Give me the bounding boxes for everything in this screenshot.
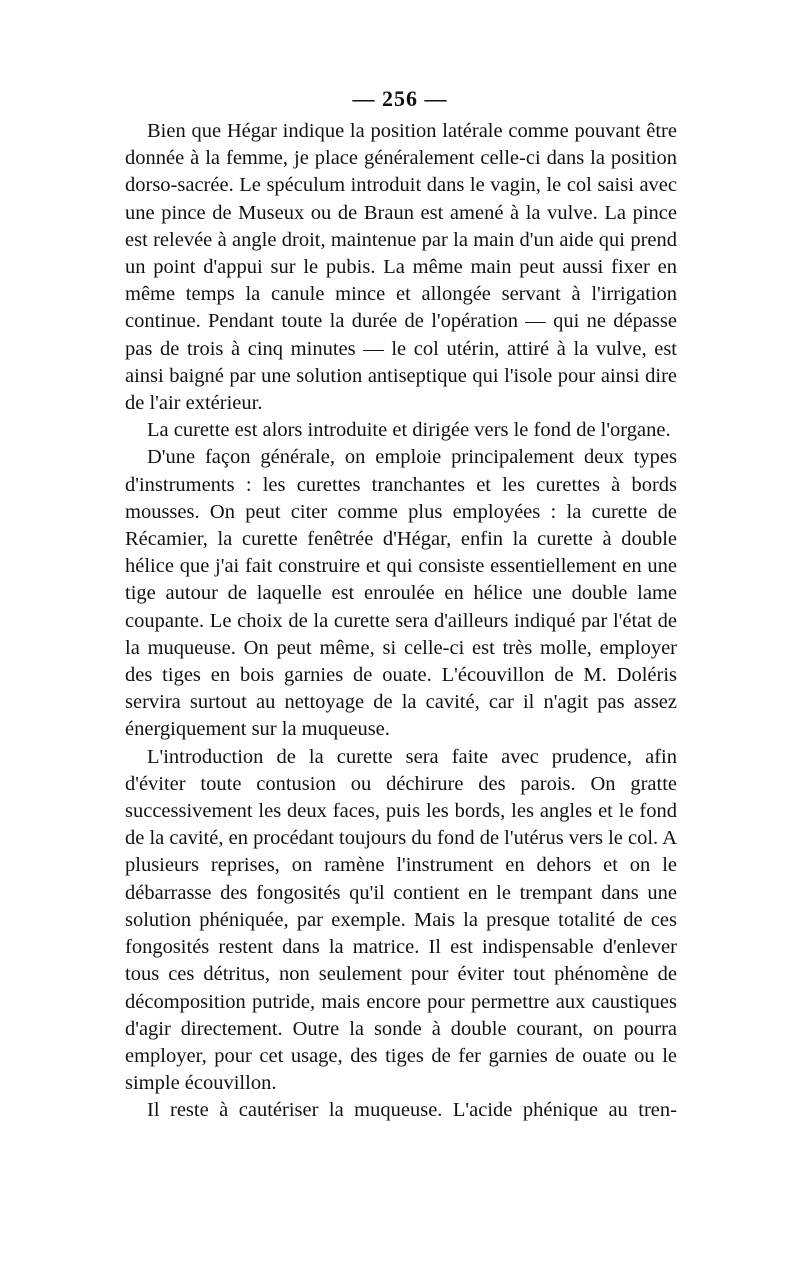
paragraph: La curette est alors introduite et dirigée vers le fond de l'organe. (147, 419, 671, 442)
paragraph: D'une façon générale, on emploie principalement deux types d'instruments : les curettes tranchantes et les curettes à bords mousses. On peut citer comme plus employées : la curette de Récamier, la curette fenêtrée d'Hégar, enfin la curette à double hélice que j'ai fait construire et qui consiste essentiellement en une tige autour de laquelle est enroulée en hélice une double lame coupante. Le choix de la curette sera d'ailleurs indiqué par l'état de la muqueuse. On peut même, si celle-ci est très molle, employer des tiges en bois garnies de ouate. L'écouvillon de M. Doléris servira surtout au nettoyage de la cavité, car il n'agit pas assez énergiquement sur la muqueuse. (125, 446, 677, 741)
page-number: — 256 — (352, 86, 448, 111)
body-text (125, 118, 677, 1125)
paragraph: Il reste à cautériser la muqueuse. L'acide phénique au tren- (147, 1099, 677, 1122)
paragraph: L'introduction de la curette sera faite avec prudence, afin d'éviter toute contusion ou déchirure des parois. On gratte successivement les deux faces, puis les bords, les angles et le fond de la cavité, en procédant toujours du fond de l'utérus vers le col. A plusieurs reprises, on ramène l'instrument en dehors et on le débarrasse des fongosités qu'il contient en le trempant dans une solution phéniquée, par exemple. Mais la presque totalité de ces fongosités restent dans la matrice. Il est indispensable d'enlever tous ces détritus, non seulement pour éviter tout phénomène de décomposition putride, mais encore pour permettre aux caustiques d'agir directement. Outre la sonde à double courant, on pourra employer, pour cet usage, des tiges de fer garnies de ouate ou le simple écouvillon. (125, 745, 677, 1095)
paragraph: Bien que Hégar indique la position latérale comme pouvant être donnée à la femme, je place généralement celle-ci dans la position dorso-sacrée. Le spéculum introduit dans le vagin, le col saisi avec une pince de Museux ou de Braun est amené à la vulve. La pince est relevée à angle droit, maintenue par la main d'un aide qui prend un point d'appui sur le pubis. La même main peut aussi fixer en même temps la canule mince et allongée servant à l'irrigation continue. Pendant toute la durée de l'opération — qui ne dépasse pas de trois à cinq minutes — le col utérin, attiré à la vulve, est ainsi baigné par une solution antiseptique qui l'isole pour ainsi dire de l'air extérieur. (125, 120, 677, 415)
